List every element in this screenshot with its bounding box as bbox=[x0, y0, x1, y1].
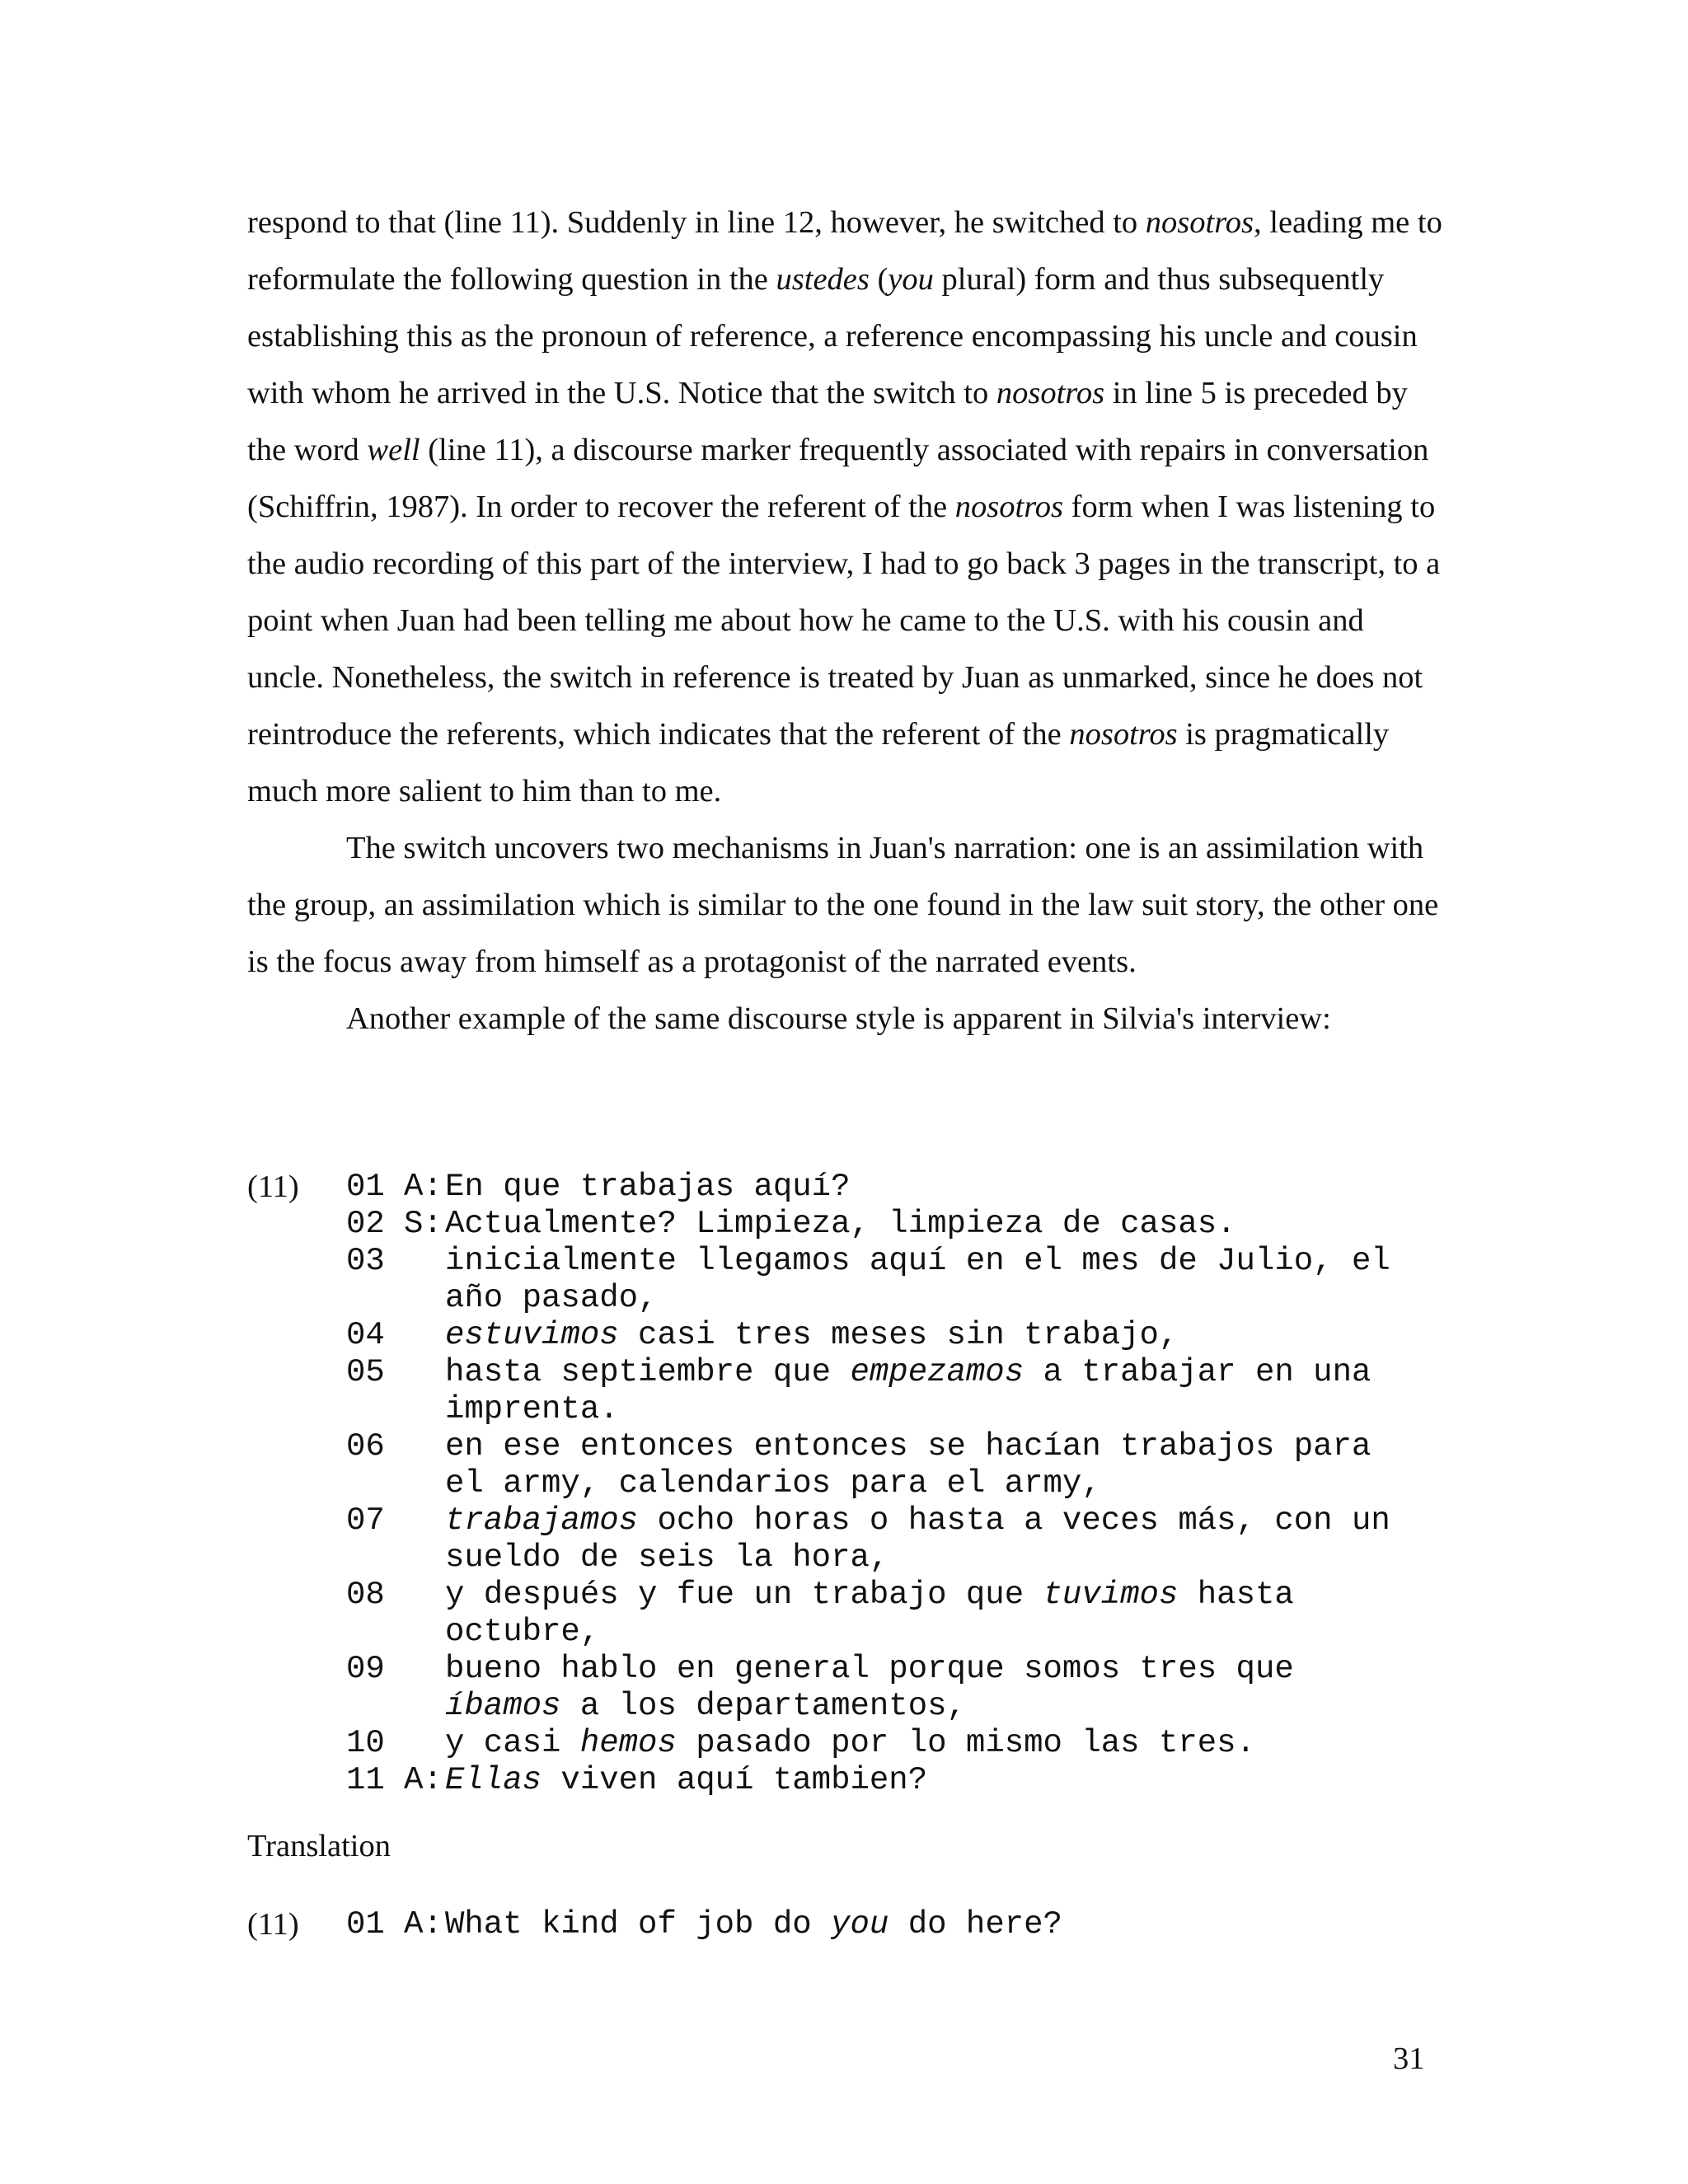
utterance-text bbox=[445, 1243, 1390, 1280]
text-run: casi tres meses sin trabajo, bbox=[618, 1317, 1179, 1353]
italic-term: trabajamos bbox=[445, 1502, 639, 1539]
text-run: octubre, bbox=[445, 1614, 600, 1650]
speaker-label bbox=[404, 1688, 445, 1725]
italic-term: íbamos bbox=[445, 1688, 561, 1724]
text-run: sueldo de seis la hora, bbox=[445, 1540, 889, 1576]
speaker-label bbox=[404, 1280, 445, 1317]
transcript-line bbox=[346, 1540, 1442, 1577]
speaker-label: S: bbox=[404, 1206, 443, 1242]
utterance-text bbox=[445, 1502, 1390, 1540]
italic-term: well bbox=[367, 433, 420, 467]
speaker-label: A: bbox=[404, 1762, 443, 1798]
line-number: 05 bbox=[346, 1354, 385, 1390]
speaker-label bbox=[404, 1465, 445, 1502]
transcript-line bbox=[346, 1465, 1442, 1502]
transcript-line bbox=[346, 1688, 1442, 1725]
speaker-label bbox=[404, 1391, 445, 1428]
paragraph bbox=[247, 194, 1442, 820]
text-run: viven aquí tambien? bbox=[542, 1762, 928, 1798]
italic-term: tuvimos bbox=[1043, 1577, 1179, 1613]
speaker-label bbox=[404, 1354, 445, 1391]
text-run: inicialmente llegamos aquí en el mes de Julio, el bbox=[445, 1243, 1390, 1279]
text-run: y casi bbox=[445, 1725, 580, 1761]
utterance-text bbox=[445, 1651, 1294, 1688]
transcript-line bbox=[346, 1502, 1442, 1540]
line-number: 03 bbox=[346, 1243, 385, 1279]
italic-term: ustedes bbox=[776, 262, 870, 297]
utterance-text bbox=[445, 1428, 1371, 1465]
italic-term: you bbox=[831, 1906, 889, 1943]
italic-term: empezamos bbox=[850, 1354, 1025, 1390]
text-run: en ese entonces entonces se hacían trabajos para bbox=[445, 1428, 1372, 1465]
utterance-text bbox=[445, 1206, 1236, 1243]
speaker-label bbox=[404, 1540, 445, 1577]
line-number bbox=[346, 1614, 404, 1651]
example-number: (11) bbox=[247, 1907, 299, 1942]
speaker-label: A: bbox=[404, 1906, 443, 1943]
transcript-line bbox=[346, 1243, 1442, 1280]
italic-term: nosotros bbox=[954, 490, 1063, 524]
speaker-label bbox=[404, 1725, 445, 1762]
utterance-text bbox=[445, 1725, 1255, 1762]
text-run: (line 11), a discourse marker frequently associated with repairs in conversation (Schiffrin, 1987). In order to recover the referent of the bbox=[247, 433, 1429, 524]
utterance-text bbox=[445, 1354, 1371, 1391]
utterance-text bbox=[445, 1577, 1294, 1614]
line-number: 11 bbox=[346, 1762, 385, 1798]
paragraph bbox=[247, 820, 1442, 991]
speaker-label bbox=[404, 1317, 445, 1354]
utterance-text bbox=[445, 1762, 927, 1799]
text-run: ocho horas o hasta a veces más, con un bbox=[638, 1502, 1390, 1539]
transcript-line bbox=[346, 1651, 1442, 1688]
italic-term: nosotros bbox=[1145, 205, 1254, 240]
text-run: y después y fue un trabajo que bbox=[445, 1577, 1043, 1613]
paragraph bbox=[247, 991, 1442, 1047]
line-number: 08 bbox=[346, 1577, 385, 1613]
text-run: a los departamentos, bbox=[560, 1688, 966, 1724]
transcript-line bbox=[346, 1428, 1442, 1465]
text-run: respond to that (line 11). Suddenly in line 12, however, he switched to bbox=[247, 205, 1146, 240]
line-number: 06 bbox=[346, 1428, 385, 1465]
transcript-line bbox=[346, 1317, 1442, 1354]
speaker-label bbox=[404, 1428, 445, 1465]
utterance-text bbox=[445, 1465, 1101, 1502]
line-number bbox=[346, 1280, 404, 1317]
line-number bbox=[346, 1391, 404, 1428]
line-number: 01 bbox=[346, 1169, 385, 1205]
transcript-line bbox=[346, 1391, 1442, 1428]
line-number: 02 bbox=[346, 1206, 385, 1242]
text-run: is pragmatically much more salient to him than to me. bbox=[247, 717, 1390, 808]
text-run: ( bbox=[869, 262, 889, 297]
italic-term: hemos bbox=[579, 1725, 677, 1761]
italic-term: estuvimos bbox=[445, 1317, 619, 1353]
transcript-line bbox=[346, 1206, 1442, 1243]
text-run: The switch uncovers two mechanisms in Juan's narration: one is an assimilation with the group, an assimilation which is similar to the one found in the law suit story, the other one is the focus away from himself as a protagonist of the narrated events. bbox=[247, 831, 1439, 979]
example-number: (11) bbox=[247, 1169, 299, 1204]
text-run: in line 5 is preceded by the word bbox=[247, 376, 1408, 467]
utterance-text bbox=[445, 1169, 850, 1206]
page-number: 31 bbox=[1393, 2041, 1425, 2076]
line-number bbox=[346, 1540, 404, 1577]
line-number bbox=[346, 1465, 404, 1502]
line-number: 10 bbox=[346, 1725, 385, 1761]
line-number: 04 bbox=[346, 1317, 385, 1353]
utterance-text bbox=[445, 1614, 599, 1651]
text-run: form when I was listening to the audio recording of this part of the interview, I had to go back 3 pages in the transcript, to a point when Juan had been telling me about how he came to the U.S. with his cousin and uncle. Nonetheless, the switch in reference is treated by Juan as unmarked, since he does not reintroduce the referents, which indicates that the referent of the bbox=[247, 490, 1441, 752]
text-run: año pasado, bbox=[445, 1280, 658, 1316]
text-run: a trabajar en una bbox=[1024, 1354, 1372, 1390]
text-run: imprenta. bbox=[445, 1391, 619, 1427]
text-run: pasado por lo mismo las tres. bbox=[676, 1725, 1255, 1761]
transcript-line bbox=[346, 1725, 1442, 1762]
speaker-label bbox=[404, 1614, 445, 1651]
line-number bbox=[346, 1688, 404, 1725]
line-number: 01 bbox=[346, 1906, 385, 1943]
body-text bbox=[247, 194, 1442, 1047]
italic-term: nosotros bbox=[1069, 717, 1178, 752]
italic-term: you bbox=[888, 262, 934, 297]
utterance-text bbox=[445, 1906, 1062, 1943]
text-run: , leading me to reformulate the following question in the bbox=[247, 205, 1442, 297]
text-run: plural) form and thus subsequently establishing this as the pronoun of reference, a reference encompassing his uncle and cousin with whom he arrived in the U.S. Notice that the switch to bbox=[247, 262, 1418, 410]
utterance-text bbox=[445, 1280, 657, 1317]
utterance-text bbox=[445, 1688, 966, 1725]
text-run: el army, calendarios para el army, bbox=[445, 1465, 1101, 1502]
transcript-line bbox=[346, 1280, 1442, 1317]
text-run: Actualmente? Limpieza, limpieza de casas. bbox=[445, 1206, 1236, 1242]
speaker-label bbox=[404, 1577, 445, 1614]
italic-term: Ellas bbox=[445, 1762, 542, 1798]
transcript-lines bbox=[346, 1169, 1442, 1799]
line-number: 09 bbox=[346, 1651, 385, 1687]
speaker-label: A: bbox=[404, 1169, 443, 1205]
text-run: En que trabajas aquí? bbox=[445, 1169, 851, 1205]
transcript-line bbox=[346, 1906, 1442, 1943]
speaker-label bbox=[404, 1243, 445, 1280]
italic-term: nosotros bbox=[996, 376, 1105, 410]
line-number: 07 bbox=[346, 1502, 385, 1539]
translation-heading: Translation bbox=[247, 1829, 391, 1863]
transcript-lines bbox=[346, 1906, 1442, 1943]
text-run: do here? bbox=[889, 1906, 1062, 1943]
text-run: Another example of the same discourse style is apparent in Silvia's interview: bbox=[346, 1001, 1331, 1036]
transcript-line bbox=[346, 1762, 1442, 1799]
transcript-line bbox=[346, 1354, 1442, 1391]
transcript-line bbox=[346, 1614, 1442, 1651]
text-run: bueno hablo en general porque somos tres que bbox=[445, 1651, 1294, 1687]
utterance-text bbox=[445, 1540, 889, 1577]
speaker-label bbox=[404, 1651, 445, 1688]
text-run: hasta bbox=[1178, 1577, 1294, 1613]
utterance-text bbox=[445, 1317, 1178, 1354]
speaker-label bbox=[404, 1502, 445, 1540]
transcript-line bbox=[346, 1577, 1442, 1614]
transcript-line bbox=[346, 1169, 1442, 1206]
text-run: hasta septiembre que bbox=[445, 1354, 851, 1390]
utterance-text bbox=[445, 1391, 619, 1428]
text-run: What kind of job do bbox=[445, 1906, 832, 1943]
